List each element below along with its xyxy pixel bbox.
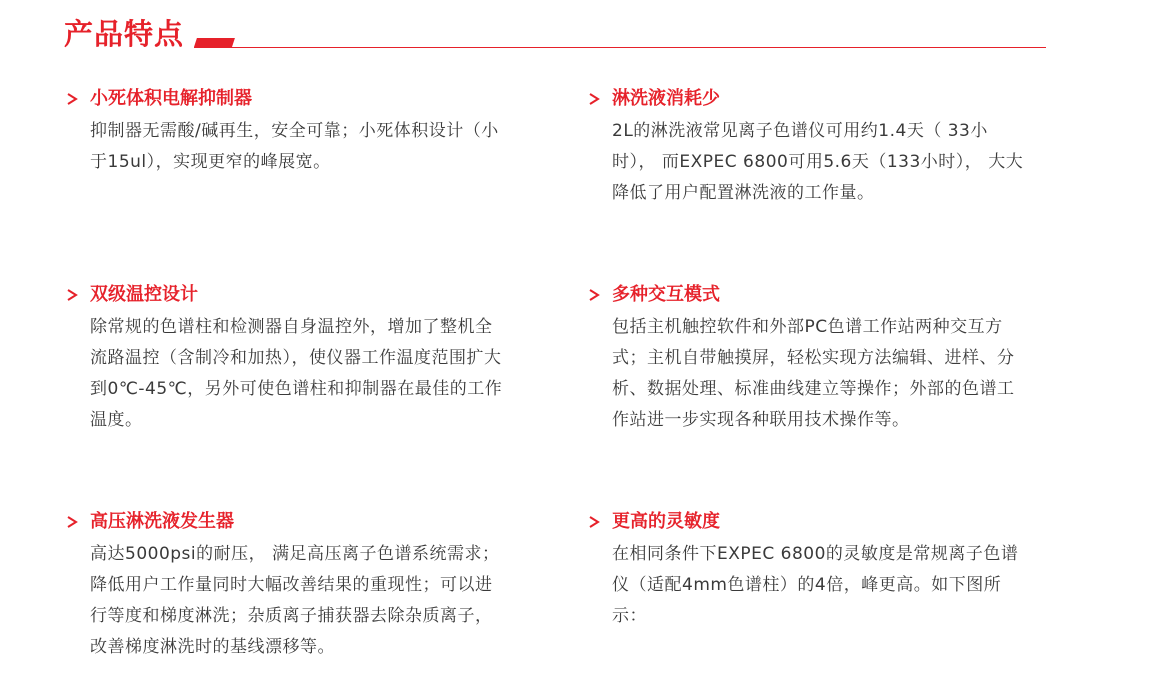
feature-title	[66, 509, 506, 535]
arrow-right-icon	[66, 289, 78, 301]
arrow-right-icon	[66, 93, 78, 105]
arrow-right-icon	[66, 516, 78, 528]
feature-title-text: 多种交互模式	[612, 284, 720, 305]
feature-item-eluent	[588, 86, 1028, 209]
feature-title-text: 更高的灵敏度	[612, 511, 720, 532]
feature-title	[66, 86, 506, 112]
feature-title-text: 双级温控设计	[90, 284, 198, 305]
feature-description: 抑制器无需酸/碱再生，安全可靠；小死体积设计（小于15ul），实现更窄的峰展宽。	[90, 121, 499, 172]
arrow-right-icon	[588, 93, 600, 105]
arrow-right-icon	[588, 516, 600, 528]
feature-item-interaction	[588, 282, 1028, 436]
feature-item-sensitivity	[588, 509, 1028, 632]
feature-title-text: 高压淋洗液发生器	[90, 511, 234, 532]
title-accent-bar	[194, 38, 235, 47]
feature-description: 除常规的色谱柱和检测器自身温控外，增加了整机全流路温控（含制冷和加热），使仪器工作温度范围扩大到0℃-45℃，另外可使色谱柱和抑制器在最佳的工作温度。	[90, 317, 503, 430]
page-title: 产品特点	[64, 17, 185, 51]
feature-title	[588, 509, 1028, 535]
feature-description: 2L的淋洗液常见离子色谱仪可用约1.4天（ 33小时）， 而EXPEC 6800可用5.6天（133小时）， 大大降低了用户配置淋洗液的工作量。	[612, 121, 1024, 203]
feature-item-dead-volume	[66, 86, 506, 178]
arrow-right-icon	[588, 289, 600, 301]
feature-description: 包括主机触控软件和外部PC色谱工作站两种交互方式；主机自带触摸屏，轻松实现方法编辑、进样、分析、数据处理、标准曲线建立等操作；外部的色谱工作站进一步实现各种联用技术操作等。	[612, 317, 1015, 430]
feature-item-generator	[66, 509, 506, 663]
feature-title-text: 淋洗液消耗少	[612, 88, 720, 109]
feature-title	[66, 282, 506, 308]
feature-title	[588, 86, 1028, 112]
title-divider	[194, 47, 1046, 48]
feature-description: 在相同条件下EXPEC 6800的灵敏度是常规离子色谱仪（适配4mm色谱柱）的4倍，峰更高。如下图所示：	[612, 544, 1019, 626]
feature-title	[588, 282, 1028, 308]
feature-description: 高达5000psi的耐压， 满足高压离子色谱系统需求；降低用户工作量同时大幅改善结果的重现性；可以进行等度和梯度淋洗；杂质离子捕获器去除杂质离子，改善梯度淋洗时的基线漂移等。	[90, 544, 500, 657]
feature-title-text: 小死体积电解抑制器	[90, 88, 252, 109]
section-header	[64, 14, 1046, 50]
feature-item-temperature	[66, 282, 506, 436]
